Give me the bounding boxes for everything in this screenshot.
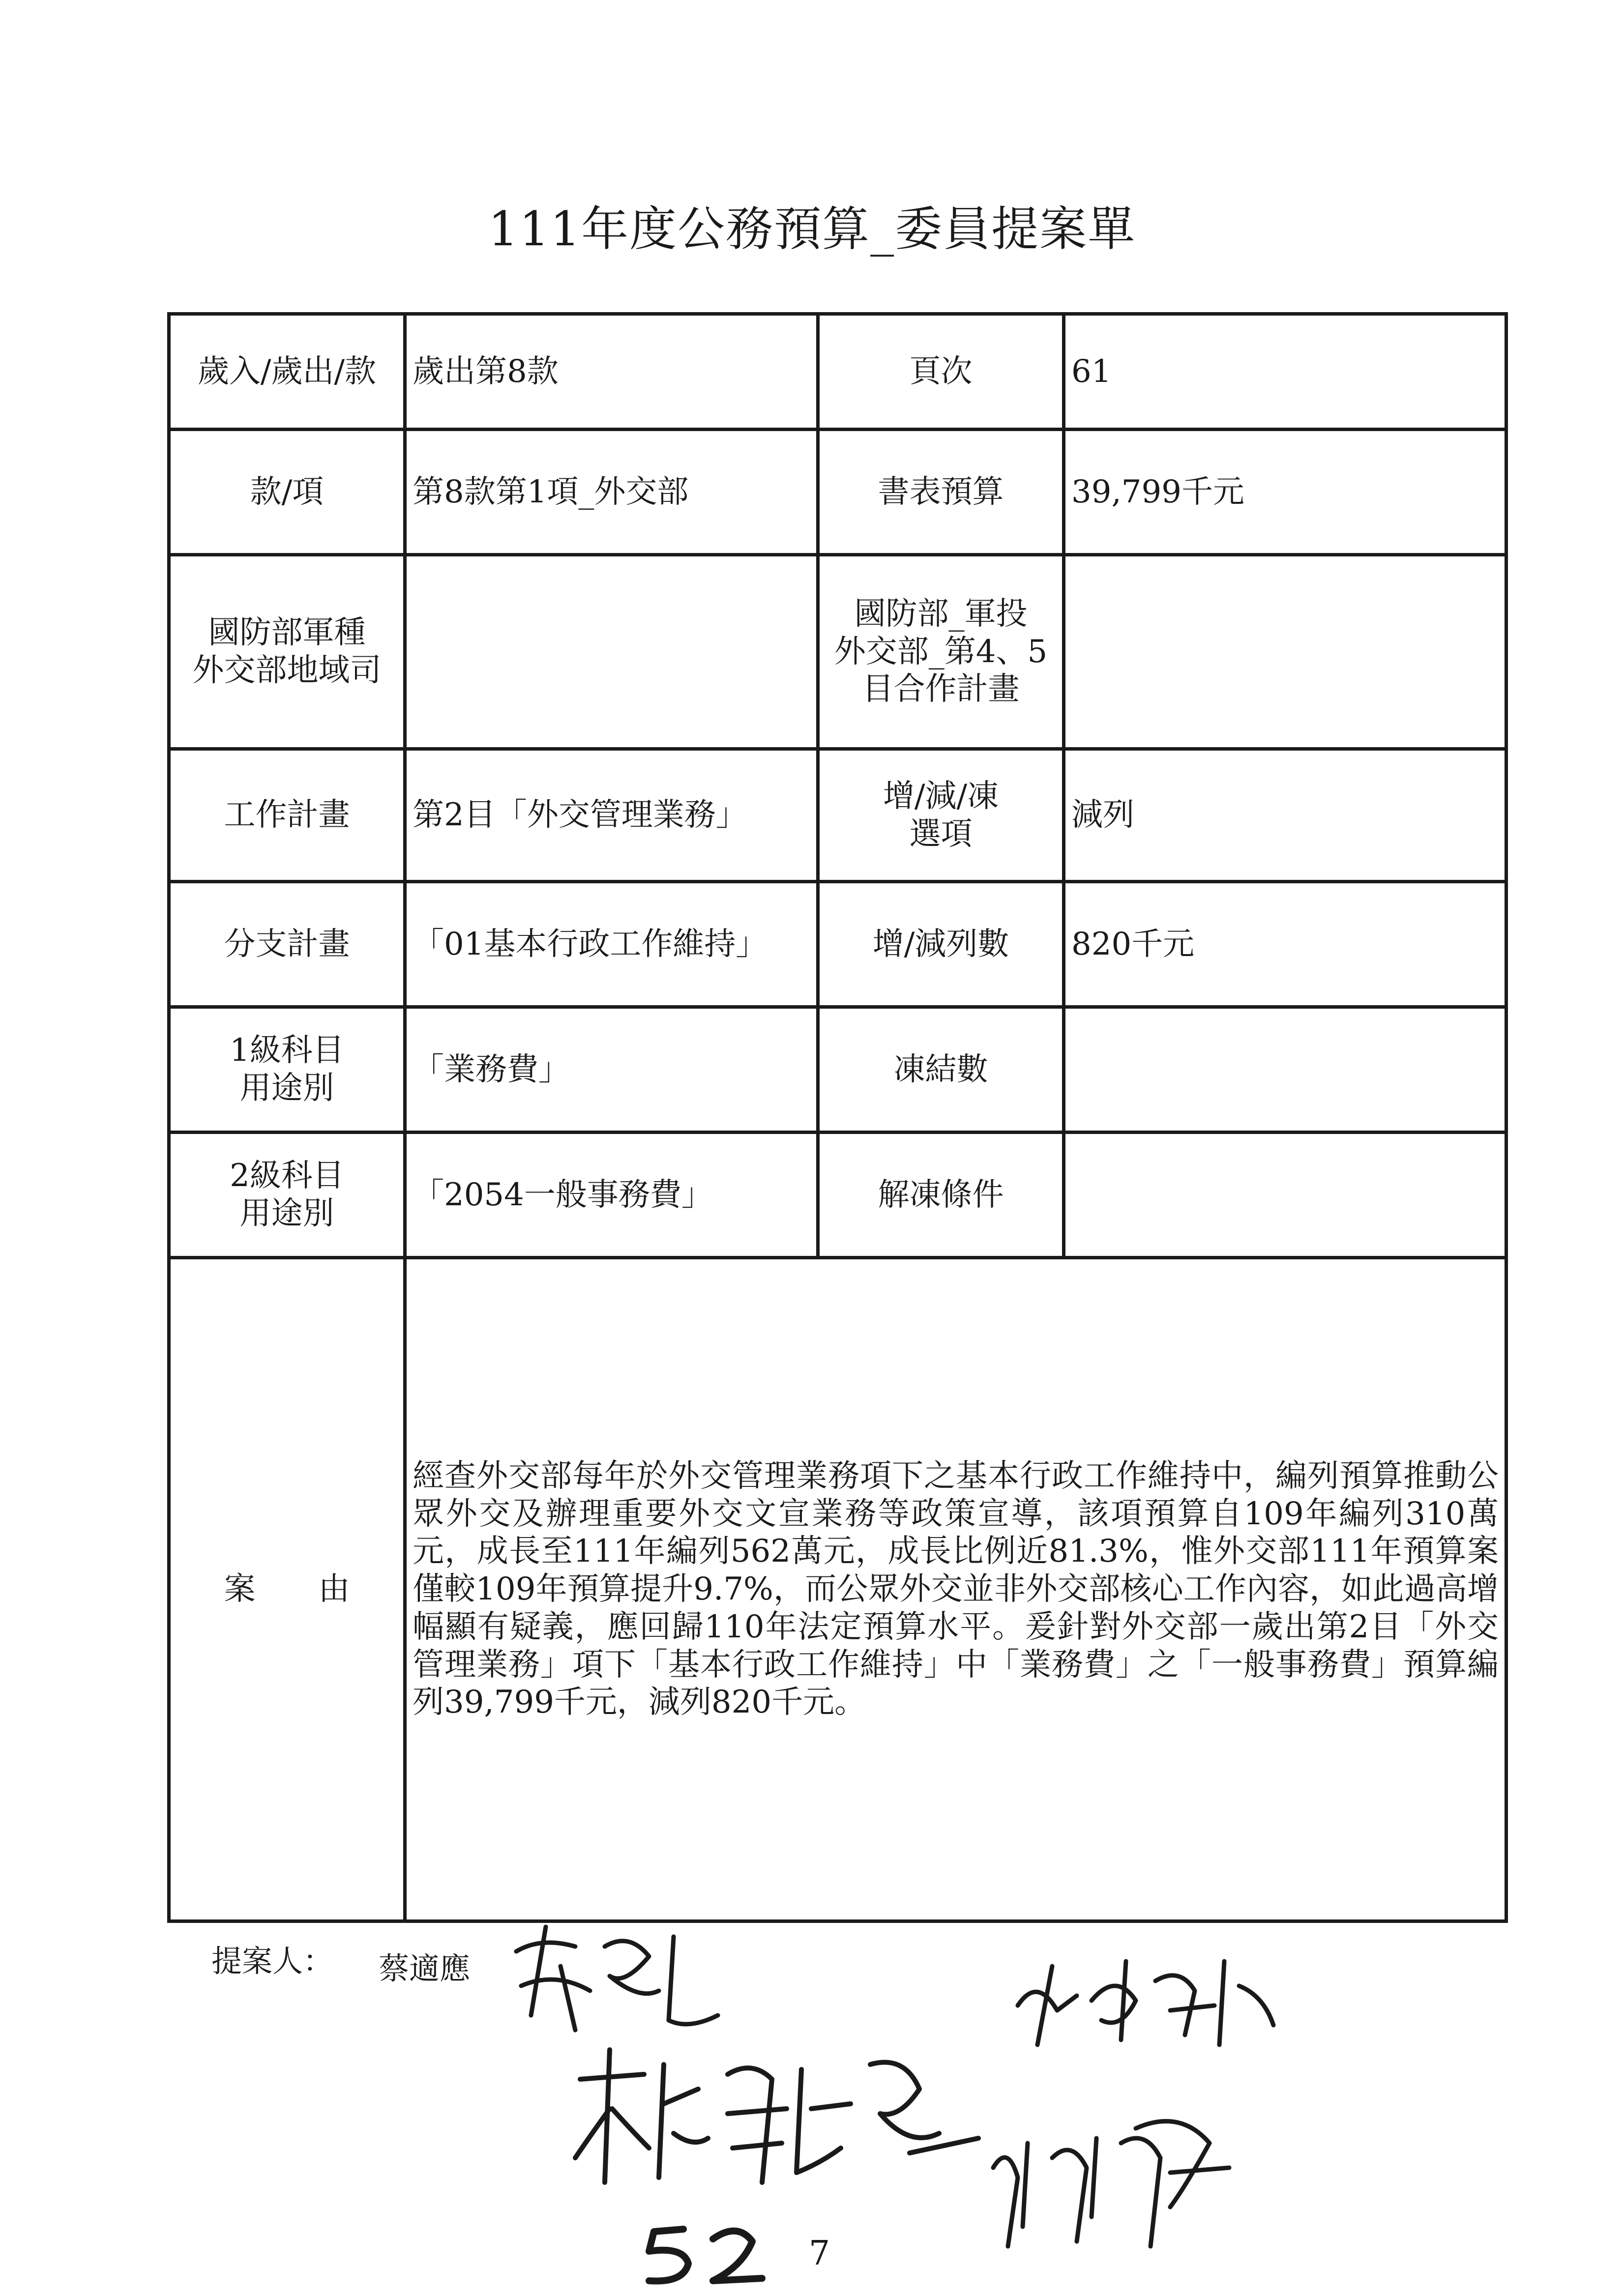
page-number: 7 [809, 2234, 830, 2273]
label-adjustment-option-line-1: 增/減/凍 [883, 778, 999, 814]
value-department [405, 555, 818, 749]
document-title: 111年度公務預算_委員提案單 [488, 202, 1136, 257]
handwritten-note [629, 2217, 787, 2291]
value-adjustment-amount: 820千元 [1064, 882, 1506, 1007]
value-level1-subject: 「業務費」 [405, 1007, 818, 1133]
label-statement-budget: 書表預算 [818, 430, 1064, 555]
value-statement-budget: 39,799千元 [1064, 430, 1506, 555]
value-cooperation-plan [1064, 555, 1506, 749]
handwritten-signature-1 [502, 1917, 728, 2045]
form-row-section [169, 430, 1506, 555]
value-budget-category: 歲出第8款 [405, 314, 818, 430]
label-work-plan: 工作計畫 [169, 749, 405, 882]
label-level2-subject-line-2: 用途別 [239, 1195, 334, 1232]
label-department [169, 555, 405, 749]
reason-text: 經查外交部每年於外交管理業務項下之基本行政工作維持中，編列預算推動公眾外交及辦理重要外交文宣業務等政策宣導，該項預算自109年編列310萬元，成長至111年編列562萬元，成長比例近81.3%，惟外交部111年預算案僅較109年預算提升9.7%，而公眾外交並非外交部核心工作內容，如此過高增幅顯有疑義，應回歸110年法定預算水平。爰針對外交部一歲出第2目「外交管理業務」項下「基本行政工作維持」中「業務費」之「一般事務費」預算編列39,799千元，減列820千元。 [405, 1258, 1506, 1921]
proposal-form-table [167, 312, 1508, 1923]
handwritten-signature-3 [565, 2035, 1008, 2197]
label-adjustment-option [818, 749, 1064, 882]
label-level1-subject-line-2: 用途別 [239, 1070, 334, 1106]
handwritten-signature-2 [1008, 1947, 1283, 2064]
label-section: 款/項 [169, 430, 405, 555]
handwritten-signature-4 [974, 2099, 1249, 2261]
value-frozen-amount [1064, 1007, 1506, 1133]
form-row-level1-subject [169, 1007, 1506, 1133]
form-row-work-plan [169, 749, 1506, 882]
form-row-budget-category [169, 314, 1506, 430]
label-department-line-1: 國防部軍種 [208, 614, 366, 651]
value-adjustment-option: 減列 [1064, 749, 1506, 882]
proposer-label: 提案人： [211, 1943, 334, 1979]
form-row-level2-subject [169, 1133, 1506, 1258]
value-branch-plan: 「01基本行政工作維持」 [405, 882, 818, 1007]
label-budget-category: 歲入/歲出/款 [169, 314, 405, 430]
label-department-line-2: 外交部地域司 [192, 652, 382, 689]
proposer-name: 蔡適應 [379, 1950, 471, 1986]
form-row-department [169, 555, 1506, 749]
label-cooperation-plan-line-1: 國防部_軍投 [854, 595, 1028, 632]
value-section: 第8款第1項_外交部 [405, 430, 818, 555]
value-work-plan: 第2目「外交管理業務」 [405, 749, 818, 882]
label-reason: 案 由 [169, 1258, 405, 1921]
form-row-reason [169, 1258, 1506, 1921]
label-unfreeze-condition: 解凍條件 [818, 1133, 1064, 1258]
value-unfreeze-condition [1064, 1133, 1506, 1258]
label-adjustment-option-line-2: 選項 [909, 815, 973, 852]
label-cooperation-plan-line-2: 外交部_第4、5 [834, 633, 1048, 670]
label-level1-subject [169, 1007, 405, 1133]
label-branch-plan: 分支計畫 [169, 882, 405, 1007]
form-row-branch-plan [169, 882, 1506, 1007]
label-cooperation-plan [818, 555, 1064, 749]
value-level2-subject: 「2054一般事務費」 [405, 1133, 818, 1258]
label-frozen-amount: 凍結數 [818, 1007, 1064, 1133]
label-level1-subject-line-1: 1級科目 [230, 1032, 344, 1069]
label-cooperation-plan-line-3: 目合作計畫 [862, 671, 1020, 708]
label-level2-subject [169, 1133, 405, 1258]
label-adjustment-amount: 增/減列數 [818, 882, 1064, 1007]
value-page: 61 [1064, 314, 1506, 430]
label-page: 頁次 [818, 314, 1064, 430]
label-level2-subject-line-1: 2級科目 [230, 1158, 344, 1194]
